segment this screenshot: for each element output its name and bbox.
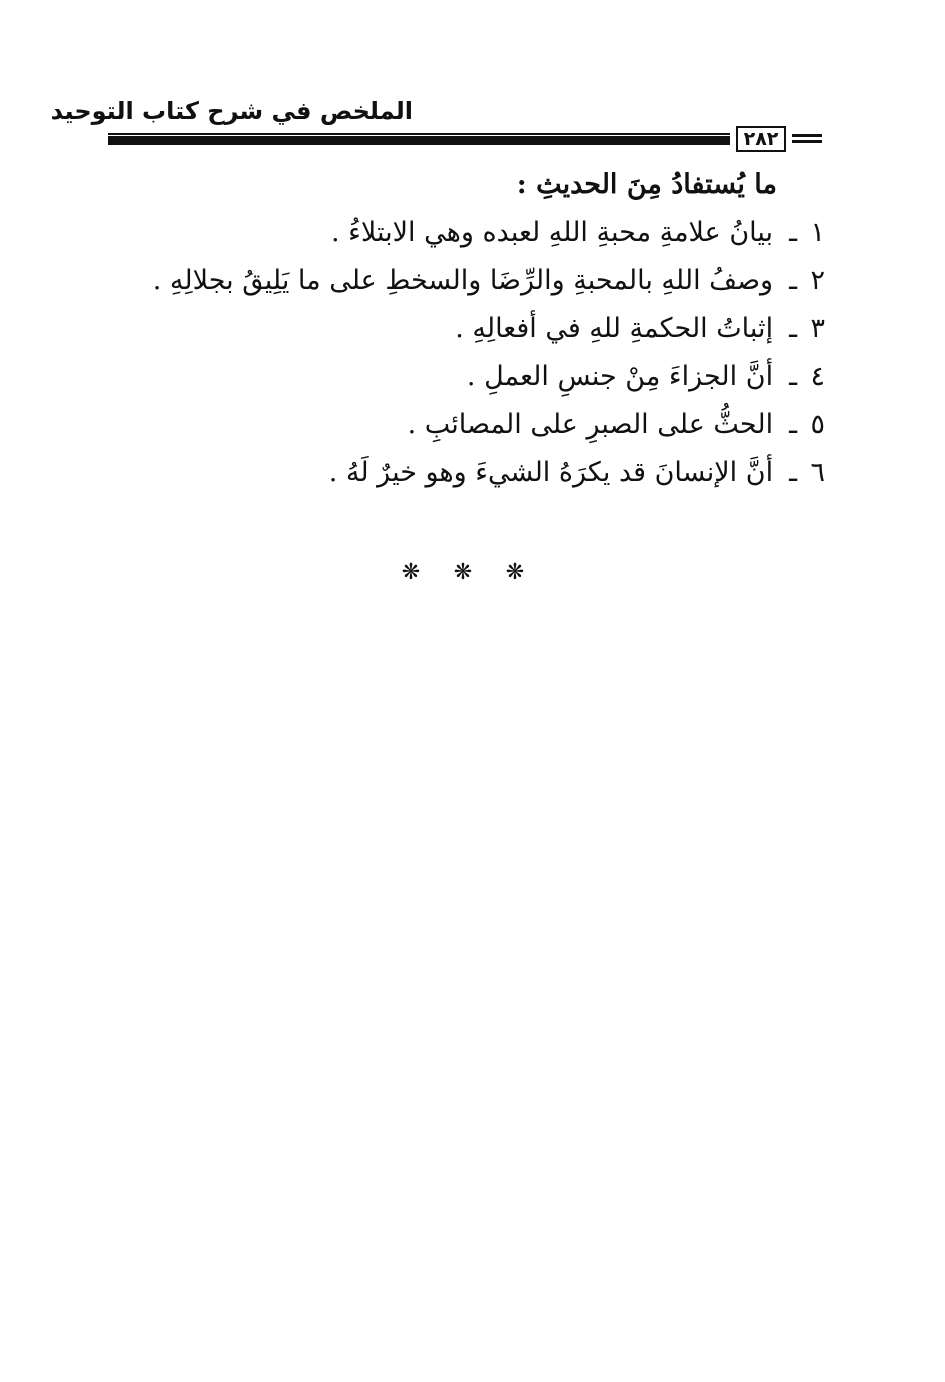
item-number: ٣ — [810, 313, 825, 344]
list-item — [185, 360, 825, 394]
item-number: ٤ — [810, 361, 825, 392]
section-heading: ما يُستفادُ مِنَ الحديثِ : — [516, 169, 777, 200]
header-dash-marks — [792, 130, 822, 148]
page-content — [152, 168, 825, 504]
list-item — [185, 408, 825, 442]
item-text: أنَّ الجزاءَ مِنْ جنسِ العملِ . — [466, 361, 774, 392]
list-item — [185, 216, 825, 250]
item-number: ٢ — [810, 265, 825, 296]
header-rule-thick — [108, 136, 730, 145]
item-separator: ـ — [789, 313, 797, 344]
list-item — [152, 264, 825, 298]
item-text: بيانُ علامةِ محبةِ اللهِ لعبده وهي الابتلاءُ . — [331, 217, 774, 248]
benefits-list — [152, 216, 825, 490]
item-number: ٥ — [810, 409, 825, 440]
item-separator: ـ — [789, 265, 797, 296]
asterisk-flower-icon: ❋ — [453, 560, 473, 585]
item-text: أنَّ الإنسانَ قد يكرَهُ الشيءَ وهو خيرٌ لَهُ . — [328, 457, 774, 488]
list-item — [185, 312, 825, 346]
item-separator: ـ — [789, 361, 797, 392]
book-title: الملخص في شرح كتاب التوحيد — [50, 97, 413, 125]
header-rule-thin — [108, 133, 730, 135]
asterisk-flower-icon: ❋ — [401, 560, 421, 585]
item-separator: ـ — [789, 457, 797, 488]
item-separator: ـ — [789, 409, 797, 440]
item-text: وصفُ اللهِ بالمحبةِ والرِّضَا والسخطِ على ما يَلِيقُ بجلالِهِ . — [152, 265, 774, 296]
page-number: ٢٨٢ — [736, 126, 786, 152]
item-number: ١ — [810, 217, 825, 248]
section-end-ornament — [398, 559, 528, 587]
item-separator: ـ — [789, 217, 797, 248]
item-text: الحثُّ على الصبرِ على المصائبِ . — [407, 409, 774, 440]
item-text: إثباتُ الحكمةِ للهِ في أفعالِهِ . — [455, 313, 774, 344]
list-item — [185, 456, 825, 490]
item-number: ٦ — [810, 457, 825, 488]
asterisk-flower-icon: ❋ — [505, 560, 525, 585]
